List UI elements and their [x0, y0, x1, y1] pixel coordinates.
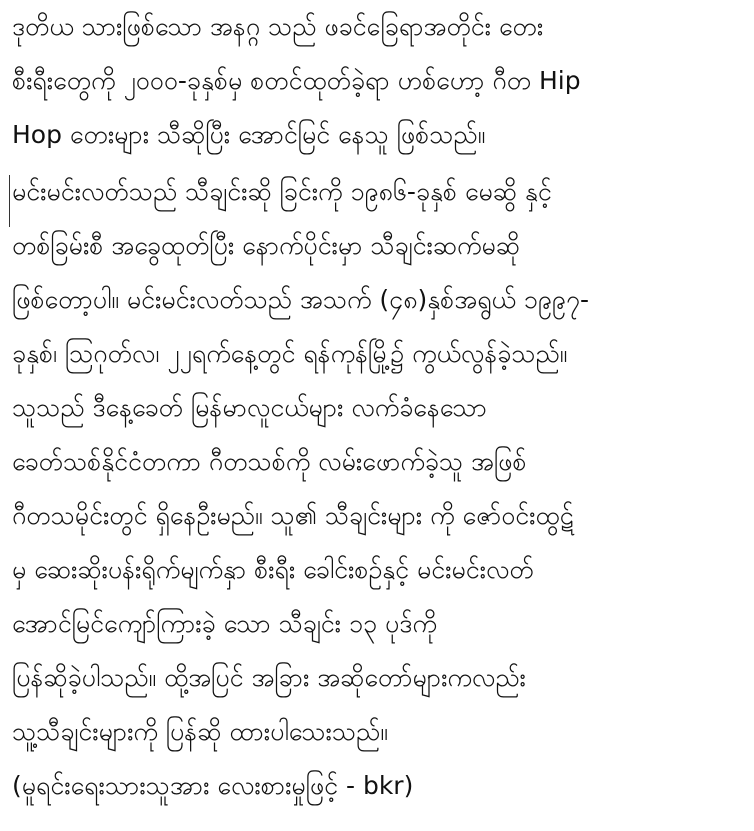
- text-line: အောင်မြင်ကျော်ကြားခဲ့ သော သီချင်း ၁၃ ပုဒ်ကို: [12, 609, 437, 638]
- text-line: တစ်ခြမ်းစီ အခွေထုတ်ပြီး နောက်ပိုင်းမှာ သီချင်းဆက်မဆို: [12, 231, 520, 260]
- source-credit: (မူရင်းရေးသားသူအား လေးစားမှုဖြင့် - bkr): [12, 771, 414, 800]
- text-line: မှ ဆေးဆိုးပန်းရိုက်မျက်နှာ စီးရီး ခေါင်းစဉ်နှင့် မင်းမင်းလတ်: [12, 555, 534, 584]
- text-cursor: [9, 175, 10, 227]
- text-line: ခုနှစ်၊ ဩဂုတ်လ၊ ၂၂ရက်နေ့တွင် ရန်ကုန်မြို့၌ ကွယ်လွန်ခဲ့သည်။: [12, 339, 568, 368]
- text-line: မင်းမင်းလတ်သည် သီချင်းဆို ခြင်းကို ၁၉၈၆-ခုနှစ် မေဆွိ နှင့်: [12, 177, 552, 206]
- paragraph-min-min-latt: [12, 165, 742, 813]
- text-line: ဂီတသမိုင်းတွင် ရှိနေဦးမည်။ သူ၏ သီချင်းများ ကို ဇော်ဝင်းထွဋ်: [12, 501, 574, 530]
- paragraph-anagga: [12, 0, 742, 162]
- text-line: ပြန်ဆိုခဲ့ပါသည်။ ထို့အပြင် အခြား အဆိုတော်များကလည်း: [12, 663, 526, 692]
- text-line: စီးရီးတွေကို ၂၀၀၀-ခုနှစ်မှ စတင်ထုတ်ခဲ့ရာ ဟစ်ဟော့ ဂီတ Hip: [12, 66, 581, 95]
- text-line: သူသည် ဒီနေ့ခေတ် မြန်မာလူငယ်များ လက်ခံနေသော: [12, 393, 487, 422]
- text-line: Hop တေးများ သီဆိုပြီး အောင်မြင် နေသူ ဖြစ်သည်။: [12, 120, 486, 149]
- text-line: သူ့သီချင်းများကို ပြန်ဆို ထားပါသေးသည်။: [12, 717, 388, 746]
- text-line: ဒုတိယ သားဖြစ်သော အနဂ္ဂ သည် ဖခင်ခြေရာအတိုင်း တေး: [12, 12, 544, 41]
- text-line: ဖြစ်တော့ပါ။ မင်းမင်းလတ်သည် အသက် (၄၈)နှစ်အရွယ် ၁၉၉၇-: [12, 285, 590, 314]
- text-line: ခေတ်သစ်နိုင်ငံတကာ ဂီတသစ်ကို လမ်းဖောက်ခဲ့သူ အဖြစ်: [12, 447, 527, 476]
